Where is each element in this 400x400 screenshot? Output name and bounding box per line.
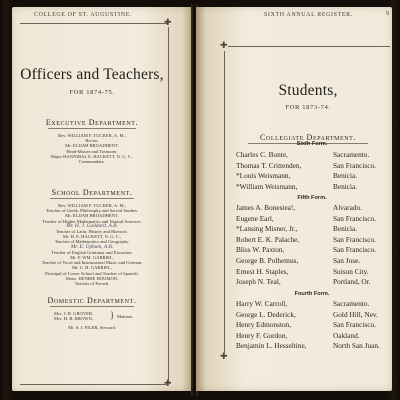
matron-name: Mrs. H. B. BROWN, xyxy=(54,316,93,322)
school-heading: School Department. xyxy=(51,188,133,197)
matrons-label: Matrons. xyxy=(117,314,134,319)
student-name: George B. Polhemus, xyxy=(236,255,299,265)
heading-underline xyxy=(50,198,134,199)
officer-name: Mr. ELIJAH BROADHENT, xyxy=(65,143,119,149)
student-row xyxy=(236,234,376,246)
corner-ornament: ✚ xyxy=(164,17,172,27)
student-name: Benjamin L. Hesseltine, xyxy=(236,341,307,351)
fifth-form-list xyxy=(236,203,376,288)
student-row xyxy=(236,171,358,182)
student-name: Bliss W. Paxton, xyxy=(236,245,285,255)
student-town: San Francisco. xyxy=(333,234,376,244)
student-row xyxy=(236,309,378,321)
top-rule xyxy=(228,46,390,47)
student-name: Thomas T. Crittenden, xyxy=(236,160,302,170)
corner-ornament: ✚ xyxy=(164,378,172,388)
bottom-rule xyxy=(20,384,168,385)
student-row xyxy=(236,330,360,342)
page-number: 9 xyxy=(386,11,389,17)
left-page xyxy=(12,7,193,391)
teacher-name: Mr. F. WM. GABRIEL, xyxy=(70,255,114,261)
teacher-role: Teacher of French. xyxy=(74,281,110,287)
officer-name: Rev. WILLIAM F. TUCKER, A. M., xyxy=(58,133,126,138)
fifth-form-label: Fifth Form. xyxy=(297,195,327,201)
heading-underline xyxy=(48,128,136,129)
student-row xyxy=(236,320,376,331)
student-row xyxy=(236,299,370,310)
teacher-role: Teacher of Higher Mathematics and Natural Sciences. xyxy=(42,218,142,224)
officers-title: Officers and Teachers, xyxy=(20,66,164,83)
school-list xyxy=(12,203,172,286)
officer-name: Major HANNIBAL E. HACKETT, N. G. C., xyxy=(50,153,134,159)
student-row xyxy=(236,341,380,352)
collegiate-heading: Collegiate Department. xyxy=(259,133,357,142)
student-town: San Francisco. xyxy=(333,160,376,170)
top-rule xyxy=(20,23,168,24)
executive-heading: Executive Department. xyxy=(45,118,139,127)
student-town: Benicia. xyxy=(333,171,358,181)
student-town: San Jose. xyxy=(333,255,361,265)
student-town: Benicia. xyxy=(333,224,358,234)
teacher-name: Mr. C. H. GABRIEL, xyxy=(72,265,112,271)
domestic-heading: Domestic Department. xyxy=(47,296,137,305)
student-name: George L. Dederick, xyxy=(236,309,296,319)
student-name: *Louis Weismann, xyxy=(236,171,291,181)
teacher-name: Rev. WILLIAM F. TUCKER, A. M., xyxy=(58,203,126,208)
students-title: Students, xyxy=(278,82,338,99)
student-name: Robert E. K. Palache, xyxy=(236,234,300,244)
teacher-name: Mr. H. E. HACKETT, N. G. C., xyxy=(62,234,122,240)
teacher-role: Teacher of Greek, Philosophy and Sacred Studies. xyxy=(45,208,139,214)
student-row xyxy=(236,181,358,193)
student-town: Gold Hill, Nev. xyxy=(333,309,378,319)
student-town: Suisun City. xyxy=(333,266,369,276)
student-town: Sacramento. xyxy=(333,150,370,159)
student-town: Oakland. xyxy=(333,330,360,340)
heading-underline xyxy=(50,306,134,307)
student-town: San Francisco. xyxy=(333,213,376,223)
student-town: San Francisco. xyxy=(333,320,376,330)
student-name: Joseph N. Teal, xyxy=(236,277,281,287)
student-row xyxy=(236,150,370,161)
steward-line: Mr. S. J. FILER, Steward. xyxy=(68,325,116,330)
student-town: Portland, Or. xyxy=(333,277,371,287)
teacher-role: Principal of Lower School and Teacher of Spanish. xyxy=(45,270,139,276)
student-town: North San Juan. xyxy=(333,341,380,351)
student-row xyxy=(236,224,358,235)
corner-ornament: ✚ xyxy=(220,351,228,361)
student-row xyxy=(236,277,371,288)
teacher-role: Teacher of Vocal and Instrumental Music and German. xyxy=(41,260,143,266)
executive-list xyxy=(12,133,172,164)
student-row xyxy=(236,255,361,267)
corner-ornament: ✚ xyxy=(220,40,228,50)
right-running-head: SIXTH ANNUAL REGISTER. xyxy=(264,12,353,18)
officers-year: FOR 1874-75. xyxy=(69,89,115,96)
left-running-head: COLLEGE OF ST. AUGUSTINE. xyxy=(34,12,133,18)
student-row xyxy=(236,160,376,172)
student-name: Henry Edmonston, xyxy=(236,320,292,330)
fourth-form-list xyxy=(236,299,380,352)
student-name: Harry W. Carroll, xyxy=(236,299,288,308)
fourth-form-label: Fourth Form. xyxy=(294,291,330,297)
sixth-form-label: Sixth Form. xyxy=(296,141,328,147)
officer-role: Rector. xyxy=(85,138,99,144)
matron-name: Mrs. J. B. GROVER, xyxy=(54,311,94,316)
teacher-role: Teacher of Mathematics and Geography. xyxy=(54,239,130,245)
domestic-list xyxy=(54,311,164,321)
student-name: Eugene Earl, xyxy=(236,213,274,223)
teacher-name-handwritten: Mr. E. Upham, A.B. xyxy=(70,243,114,250)
officer-role: Commandant. xyxy=(79,159,105,165)
student-name: James A. Bonestea!, xyxy=(236,203,296,212)
teacher-name-handwritten: Mr. H. J. Goddard, A.B. xyxy=(66,222,118,229)
student-name: Ernest H. Staples, xyxy=(236,266,289,276)
student-row xyxy=(236,266,369,278)
officer-role: Head-Master and Treasurer. xyxy=(66,148,118,154)
brace-glyph: } xyxy=(110,310,115,320)
teacher-role: Teacher of Latin, History and Rhetoric. xyxy=(55,229,129,235)
student-row xyxy=(236,245,376,256)
sixth-form-list xyxy=(236,150,376,192)
teacher-role: Teacher of English Grammar and Elocution. xyxy=(51,249,133,255)
teacher-name: Mr. ELIJAH BROADHENT, xyxy=(65,213,119,219)
student-name: *Lansing Misner, Jr., xyxy=(236,224,298,234)
student-row xyxy=(236,213,376,225)
students-year: FOR 1873-74. xyxy=(285,104,331,111)
student-name: Henry F. Gordon, xyxy=(236,330,288,340)
student-name: *William Weismann, xyxy=(236,181,298,191)
student-town: Alvarado. xyxy=(333,203,362,212)
teacher-name: Mons. HENRIE HOUMON, xyxy=(65,275,119,281)
student-row xyxy=(236,203,362,214)
student-town: San Francisco. xyxy=(333,245,376,255)
student-name: Charles C. Bonte, xyxy=(236,150,288,159)
student-town: Sacramento. xyxy=(333,299,370,308)
student-town: Benicia. xyxy=(333,181,358,191)
